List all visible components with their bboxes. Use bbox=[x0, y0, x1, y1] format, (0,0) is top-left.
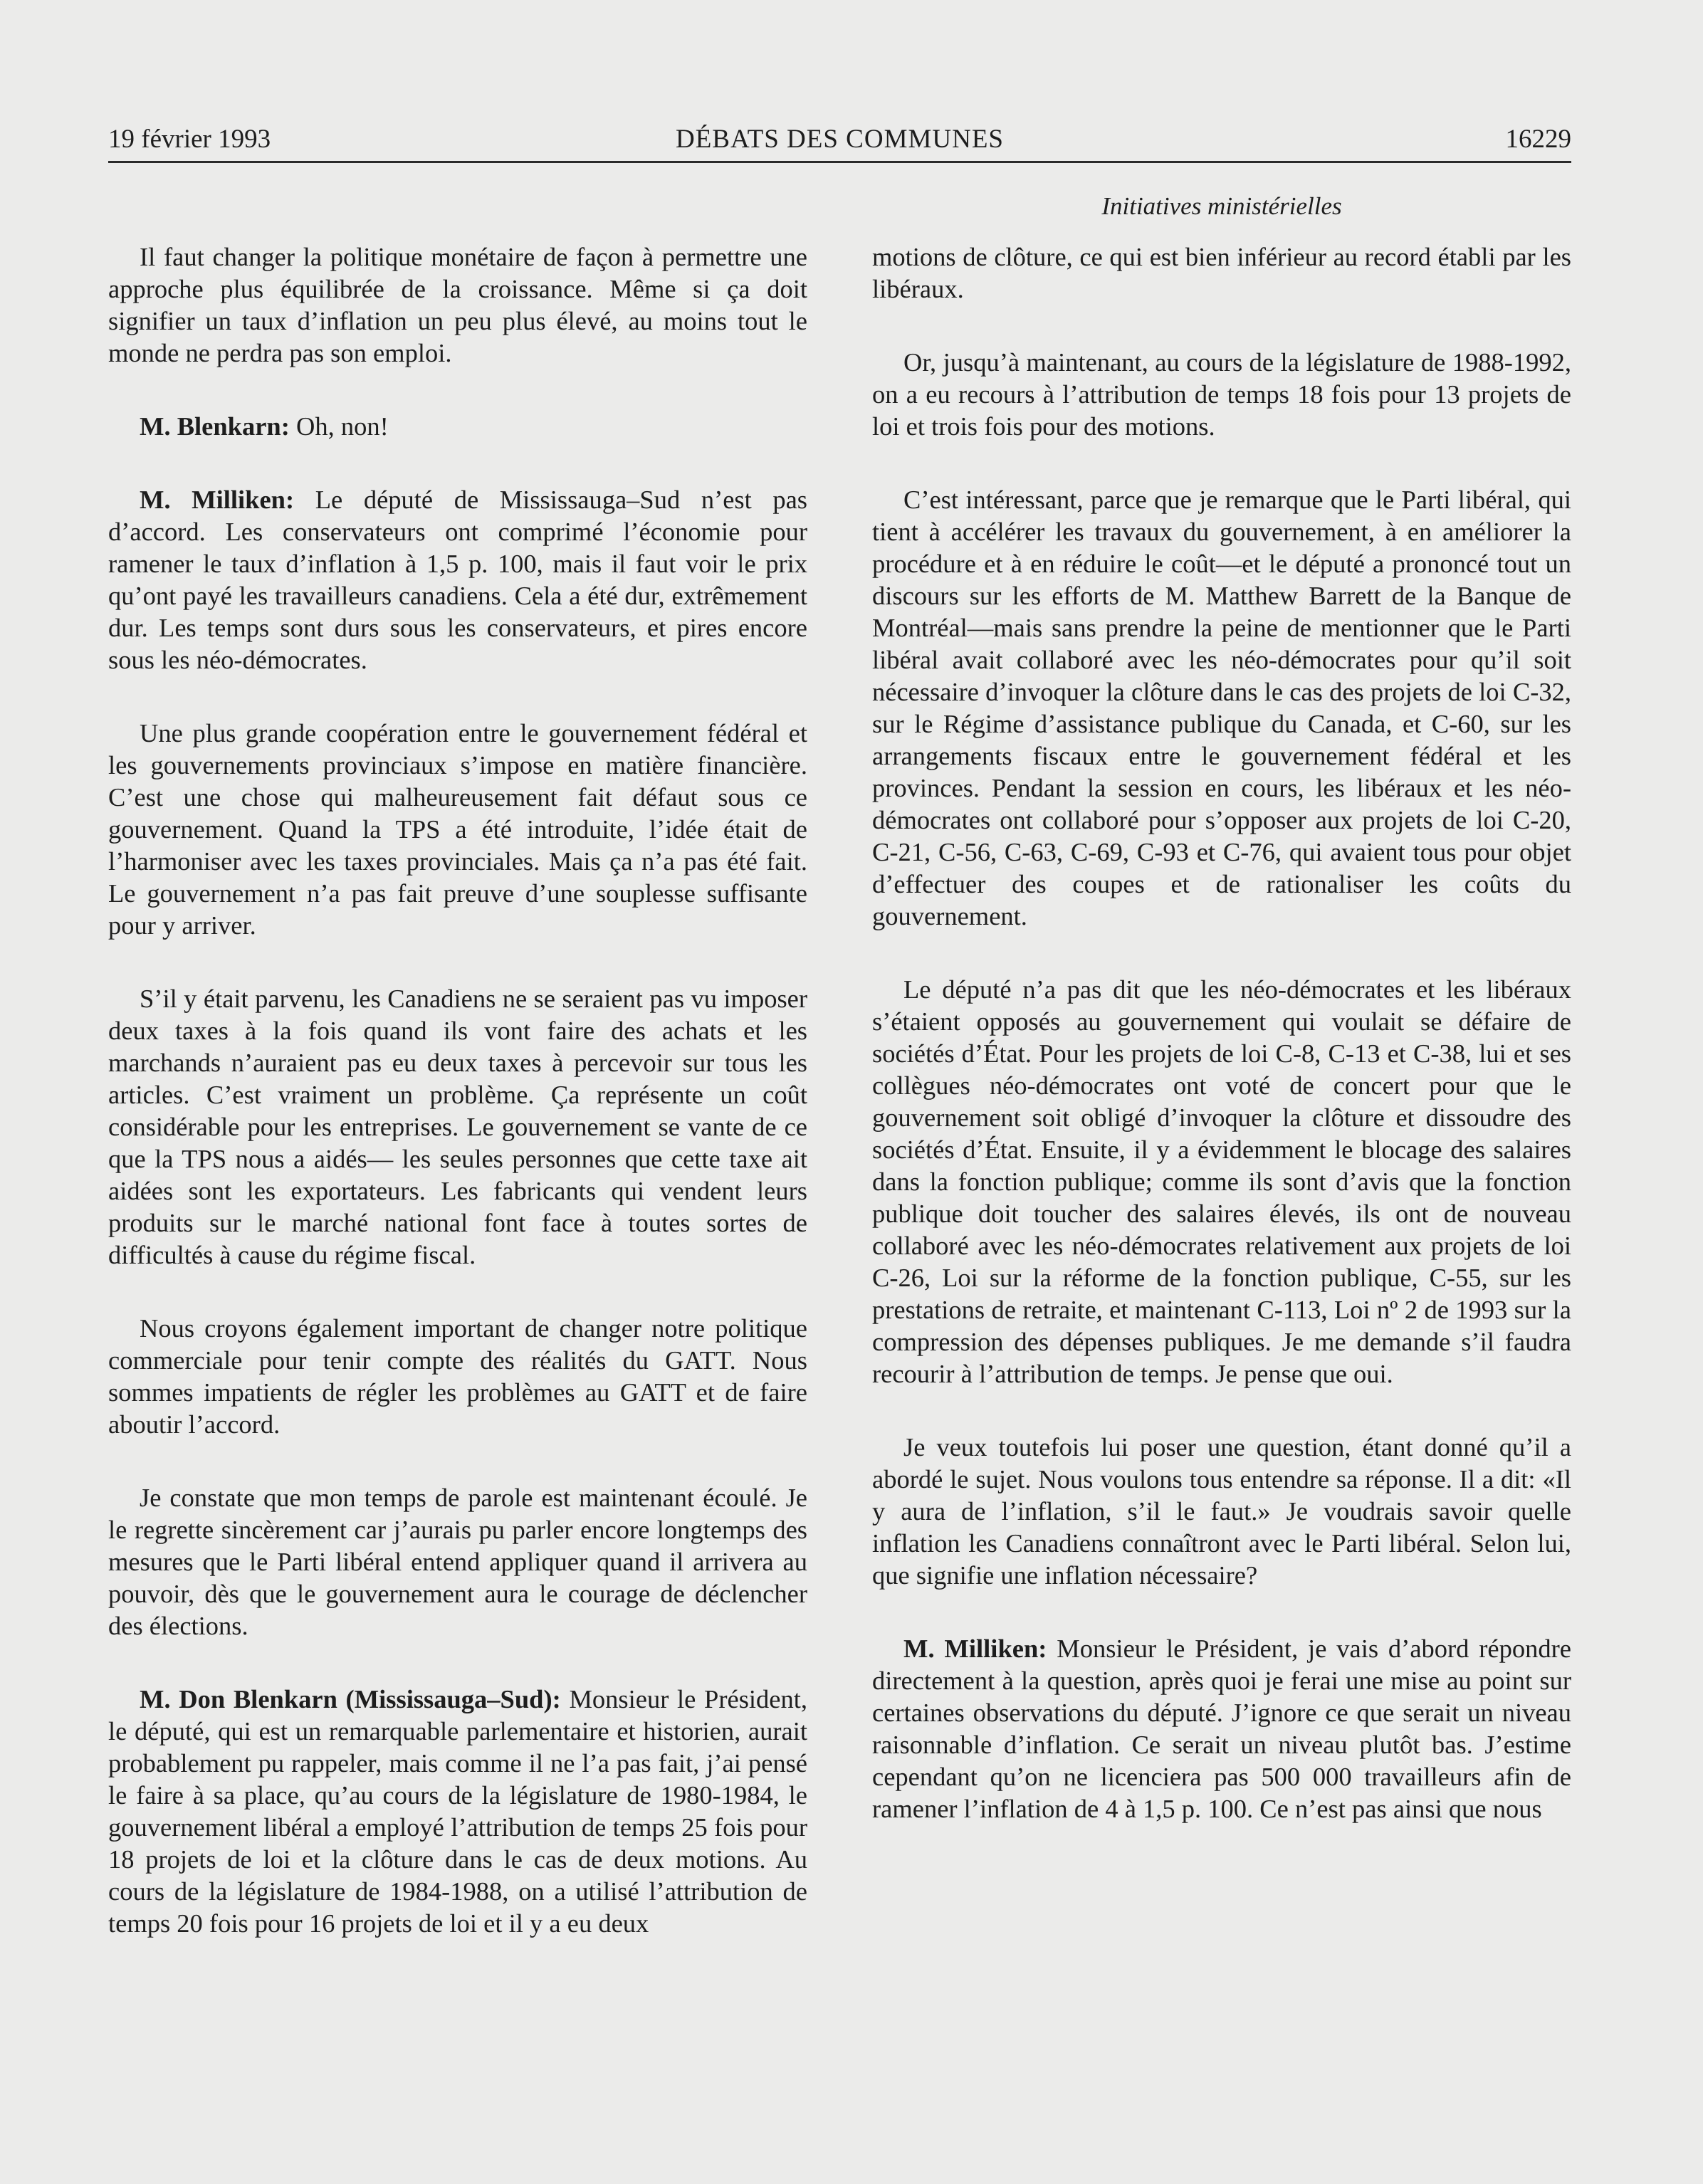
paragraph-text: Je veux toutefois lui poser une question, étant donné qu’il a abordé le sujet. Nous voulons tous entendre sa réponse. Il a dit: «Il y aura de l’inflation, s’il le faut.» Je voudrais savoir quelle inflation les Canadiens connaîtront avec le Parti libéral. Selon lui, que signifie une inflation nécessaire? bbox=[872, 1432, 1571, 1590]
speaker-name: M. Don Blenkarn (Mississauga–Sud): bbox=[140, 1684, 561, 1713]
speaker-name: M. Blenkarn: bbox=[140, 411, 290, 441]
paragraph bbox=[872, 1431, 1571, 1591]
header-page-number: 16229 bbox=[1505, 125, 1571, 154]
paragraph-text: Le député n’a pas dit que les néo-démocrates et les libéraux s’étaient opposés au gouvernement qui voulait se défaire de sociétés d’État. Pour les projets de loi C-8, C-13 et C-38, lui et ses collègues néo-démocrates ont voté de concert pour que le gouvernement soit obligé d’invoquer la clôture et dissoudre des sociétés d’État. Ensuite, il y a évidemment le blocage des salaires dans la fonction publique; comme ils sont d’avis que la fonction publique doit toucher des salaires élevés, ils ont de nouveau collaboré avec les néo-démocrates relativement aux projets de loi C-26, Loi sur la réforme de la fonction publique, C-55, sur les prestations de retraite, et maintenant C-113, Loi nº 2 de 1993 sur la compression des dépenses publiques. Je me demande s’il faudra recourir à l’attribution de temps. Je pense que oui. bbox=[872, 975, 1571, 1388]
speaker-name: M. Milliken: bbox=[140, 485, 295, 514]
paragraph bbox=[872, 346, 1571, 442]
paragraph-text: Je constate que mon temps de parole est maintenant écoulé. Je le regrette sincèrement car j’aurais pu parler encore longtemps des mesures que le Parti libéral entend appliquer quand il arrivera au pouvoir, dès que le gouvernement aura le courage de déclencher des élections. bbox=[108, 1483, 807, 1640]
paragraph-text: C’est intéressant, parce que je remarque que le Parti libéral, qui tient à accélérer les travaux du gouvernement, à en améliorer la procédure et à en réduire le coût—et le député a prononcé tout un discours sur les efforts de M. Matthew Barrett de la Banque de Montréal—mais sans prendre la peine de mentionner que le Parti libéral avait collaboré avec les néo-démocrates pour qu’il soit nécessaire d’invoquer la clôture dans le cas des projets de loi C-32, sur le Régime d’assistance publique du Canada, et C-60, sur les arrangements fiscaux entre le gouvernement fédéral et les provinces. Pendant la session en cours, les libéraux et les néo-démocrates ont collaboré pour s’opposer aux projets de loi C-20, C-21, C-56, C-63, C-69, C-93 et C-76, qui avaient tous pour objet d’effectuer des coupes et de rationaliser les coûts du gouvernement. bbox=[872, 485, 1571, 930]
paragraph-text: Oh, non! bbox=[296, 411, 389, 441]
paragraph bbox=[108, 410, 807, 442]
paragraph bbox=[108, 1312, 807, 1440]
paragraph bbox=[108, 717, 807, 941]
paragraph bbox=[108, 241, 807, 369]
header-title: DÉBATS DES COMMUNES bbox=[675, 125, 1004, 154]
page-header bbox=[108, 120, 1571, 163]
paragraph-text: Monsieur le Président, je vais d’abord répondre directement à la question, après quoi je ferai une mise au point sur certaines observations du député. J’ignore ce que serait un niveau raisonnable d’inflation. Ce serait un niveau plutôt bas. J’estime cependant qu’on ne licenciera pas 500 000 travailleurs afin de ramener l’inflation de 4 à 1,5 p. 100. Ce n’est pas ainsi que nous bbox=[872, 1634, 1571, 1823]
paragraph-text: Il faut changer la politique monétaire de façon à permettre une approche plus équilibrée de la croissance. Même si ça doit signifier un taux d’inflation un peu plus élevé, au moins tout le monde ne perdra pas son emploi. bbox=[108, 242, 807, 367]
paragraph bbox=[872, 483, 1571, 932]
paragraph bbox=[108, 483, 807, 676]
paragraph bbox=[108, 982, 807, 1271]
paragraph-text: Le député de Mississauga–Sud n’est pas d’accord. Les conservateurs ont comprimé l’économie pour ramener le taux d’inflation à 1,5 p. 100, mais il faut voir le prix qu’ont payé les travailleurs canadiens. Cela a été dur, extrêmement dur. Les temps sont durs sous les conservateurs, et pires encore sous les néo-démocrates. bbox=[108, 485, 808, 674]
paragraph-text: motions de clôture, ce qui est bien inférieur au record établi par les libéraux. bbox=[872, 242, 1571, 303]
section-label: Initiatives ministérielles bbox=[1101, 192, 1342, 220]
header-date: 19 février 1993 bbox=[108, 125, 271, 154]
left-column bbox=[108, 241, 807, 1939]
paragraph-text: S’il y était parvenu, les Canadiens ne se seraient pas vu imposer deux taxes à la fois quand ils vont faire des achats et les marchands n’auraient pas eu deux taxes à percevoir sur tous les articles. C’est vraiment un problème. Ça représente un coût considérable pour les entreprises. Le gouvernement se vante de ce que la TPS nous a aidés— les seules personnes que cette taxe ait aidées sont les exportateurs. Les fabricants qui vendent leurs produits sur le marché national font face à toutes sortes de difficultés à cause du régime fiscal. bbox=[108, 984, 807, 1269]
speaker-name: M. Milliken: bbox=[903, 1634, 1047, 1663]
paragraph bbox=[872, 973, 1571, 1390]
paragraph bbox=[872, 241, 1571, 305]
paragraph bbox=[108, 1481, 807, 1642]
paragraph bbox=[872, 1632, 1571, 1825]
right-column bbox=[872, 241, 1571, 1825]
paragraph-text: Or, jusqu’à maintenant, au cours de la législature de 1988-1992, on a eu recours à l’attribution de temps 18 fois pour 13 projets de loi et trois fois pour des motions. bbox=[872, 347, 1571, 441]
paragraph-text: Nous croyons également important de changer notre politique commerciale pour tenir compte des réalités du GATT. Nous sommes impatients de régler les problèmes au GATT et de faire aboutir l’accord. bbox=[108, 1313, 807, 1439]
paragraph-text: Monsieur le Président, le député, qui est un remarquable parlementaire et historien, aurait probablement pu rappeler, mais comme il ne l’a pas fait, j’ai pensé le faire à sa place, qu’au cours de la législature de 1980-1984, le gouvernement libéral a employé l’attribution de temps 25 fois pour 18 projets de loi et la clôture dans le cas de deux motions. Au cours de la législature de 1984-1988, on a utilisé l’attribution de temps 20 fois pour 16 projets de loi et il y a eu deux bbox=[108, 1684, 808, 1938]
paragraph bbox=[108, 1683, 807, 1939]
paragraph-text: Une plus grande coopération entre le gouvernement fédéral et les gouvernements provinciaux s’impose en matière financière. C’est une chose qui malheureusement fait défaut sous ce gouvernement. Quand la TPS a été introduite, l’idée était de l’harmoniser avec les taxes provinciales. Mais ça n’a pas été fait. Le gouvernement n’a pas fait preuve d’une souplesse suffisante pour y arriver. bbox=[108, 718, 807, 940]
